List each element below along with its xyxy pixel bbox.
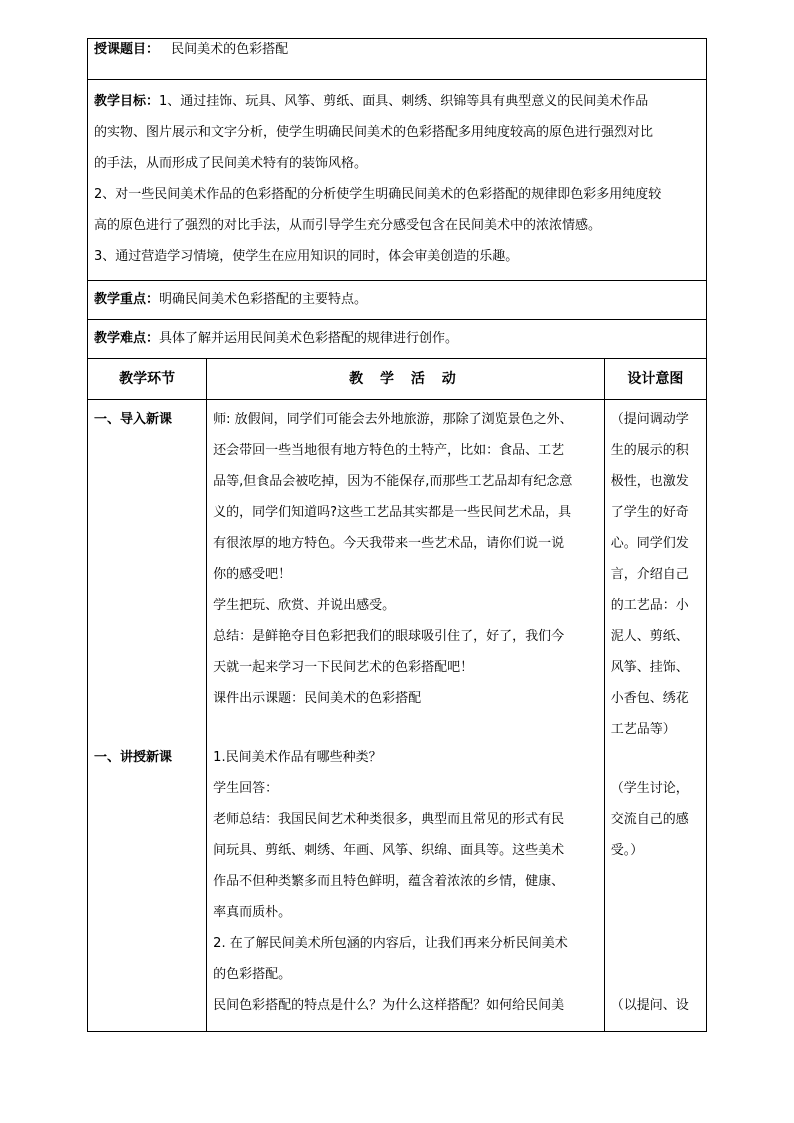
intent-line: 工艺品等） (610, 722, 676, 737)
goals-line-3: 的手法，从而形成了民间美术特有的装饰风格。 (94, 156, 368, 171)
intent-line: 风筝、挂饰、 (610, 660, 689, 675)
activity-line: 间玩具、剪纸、刺绣、年画、风筝、织绵、面具等。这些美术 (213, 843, 565, 858)
intent-line: 了学生的好奇 (610, 505, 689, 520)
goals-line-6: 3、通过营造学习情境，使学生在应用知识的同时，体会审美创造的乐趣。 (94, 249, 519, 264)
activity-line: 总结：是鲜艳夺目色彩把我们的眼球吸引住了，好了，我们今 (213, 629, 565, 644)
title-row (88, 39, 707, 80)
intent-line: 交流自己的感 (610, 812, 689, 827)
stage-column (88, 400, 207, 1032)
activity-line: 学生回答： (213, 781, 279, 796)
intent-line: 的工艺品：小 (610, 598, 689, 613)
lesson-plan (87, 38, 707, 1032)
title-value: 民间美术的色彩搭配 (171, 42, 289, 57)
activity-column (207, 400, 605, 1032)
difficulty-row (88, 320, 707, 359)
table-header-row (88, 359, 707, 400)
intent-line: 言，介绍自己 (610, 567, 689, 582)
activity-line: 率真而质朴。 (213, 905, 292, 920)
difficulty-value: 具体了解并运用民间美术色彩搭配的规律进行创作。 (159, 331, 459, 346)
stage-teaching: 一、讲授新课 (94, 750, 173, 765)
stage-intro: 一、导入新课 (94, 412, 173, 427)
activity-line: 天就一起来学习一下民间艺术的色彩搭配吧！ (213, 660, 474, 675)
goals-row (88, 80, 707, 281)
activity-line: 师: 放假间，同学们可能会去外地旅游，那除了浏览景色之外、 (213, 412, 573, 427)
activity-line: 1.民间美术作品有哪些种类？ (213, 750, 382, 765)
header-stage: 教学环节 (88, 359, 207, 400)
activity-line: 课件出示课题：民间美术的色彩搭配 (213, 691, 422, 706)
header-activity: 教 学 活 动 (207, 359, 605, 400)
key-point-value: 明确民间美术色彩搭配的主要特点。 (159, 292, 368, 307)
key-point-label: 教学重点： (94, 292, 160, 307)
activity-line: 老师总结：我国民间艺术种类很多，典型而且常见的形式有民 (213, 812, 565, 827)
intent-line: 心。同学们发 (610, 536, 689, 551)
activity-line: 品等,但食品会被吃掉，因为不能保存,而那些工艺品却有纪念意 (213, 474, 573, 489)
header-intent: 设计意图 (604, 359, 706, 400)
activity-line: 2. 在了解民间美术所包涵的内容后，让我们再来分析民间美术 (213, 936, 568, 951)
goals-label: 教学目标： (94, 94, 160, 109)
intent-line: 小香包、绣花 (610, 691, 689, 706)
goals-line-1: 1、通过挂饰、玩具、风筝、剪纸、面具、刺绣、织锦等具有典型意义的民间美术作品 (159, 94, 649, 109)
key-point-row (88, 281, 707, 320)
lesson-plan-table (87, 38, 707, 1032)
goals-line-4: 2、对一些民间美术作品的色彩搭配的分析使学生明确民间美术的色彩搭配的规律即色彩多用纯度较 (94, 187, 662, 202)
goals-line-2: 的实物、图片展示和文字分析，使学生明确民间美术的色彩搭配多用纯度较高的原色进行强烈对比 (94, 125, 654, 140)
title-label: 授课题目： (94, 42, 160, 57)
difficulty-label: 教学难点： (94, 331, 160, 346)
intent-line: 受。） (610, 843, 644, 858)
activity-line: 义的，同学们知道吗?这些工艺品其实都是一些民间艺术品，具 (213, 505, 572, 520)
intent-column (604, 400, 706, 1032)
activity-line: 你的感受吧！ (213, 567, 292, 582)
activity-line: 有很浓厚的地方特色。今天我带来一些艺术品，请你们说一说 (213, 536, 565, 551)
intent-line: 生的展示的积 (610, 443, 689, 458)
intent-line: （学生讨论， (610, 781, 689, 796)
intent-line: （提问调动学 (610, 412, 689, 427)
activity-line: 学生把玩、欣赏、并说出感受。 (213, 598, 396, 613)
intent-line: （以提问、设 (610, 998, 689, 1013)
intent-line: 泥人、剪纸、 (610, 629, 689, 644)
activity-line: 还会带回一些当地很有地方特色的土特产，比如：食品、工艺 (213, 443, 565, 458)
content-row (88, 400, 707, 1032)
intent-line: 极性，也激发 (610, 474, 689, 489)
goals-line-5: 高的原色进行了强烈的对比手法，从而引导学生充分感受包含在民间美术中的浓浓情感。 (94, 218, 602, 233)
activity-line: 作品不但种类繁多而且特色鲜明，蕴含着浓浓的乡情，健康、 (213, 874, 565, 889)
activity-line: 的色彩搭配。 (213, 967, 292, 982)
activity-line: 民间色彩搭配的特点是什么？为什么这样搭配？如何给民间美 (213, 998, 565, 1013)
